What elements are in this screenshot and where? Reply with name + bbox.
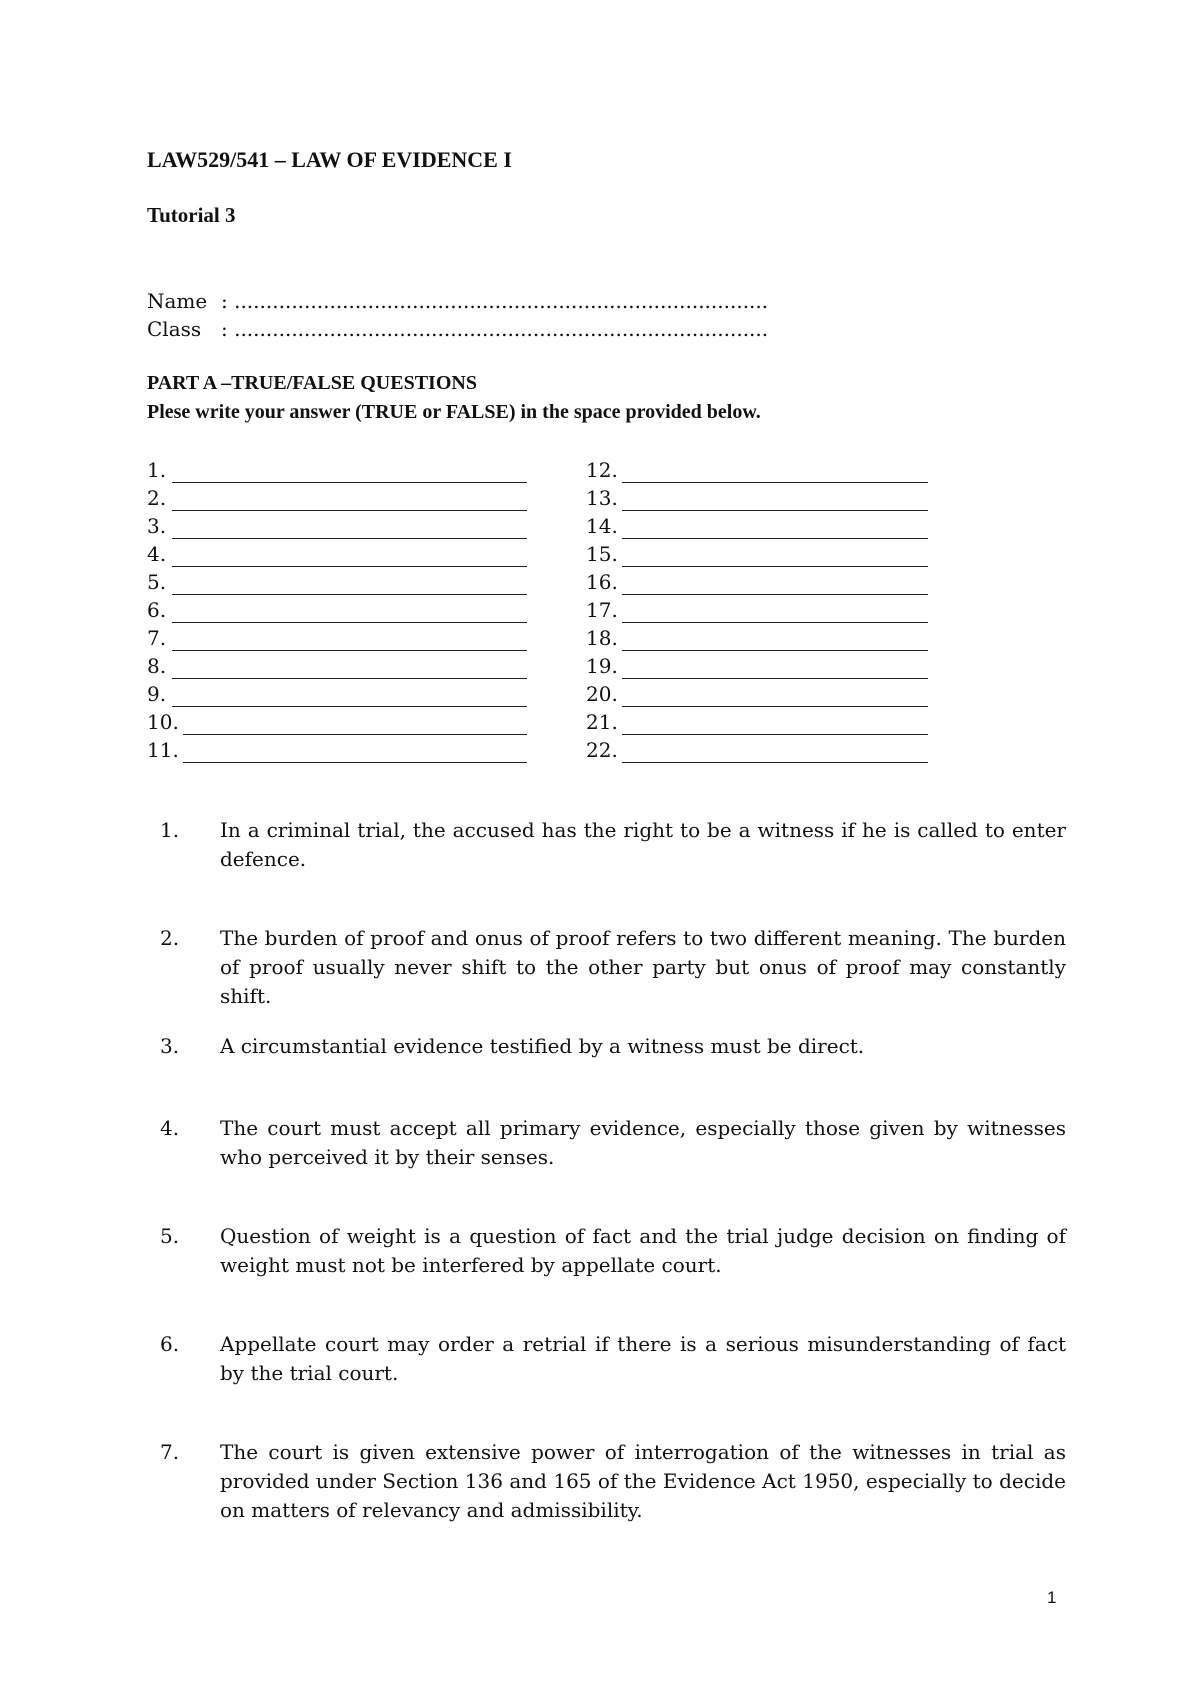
name-label: Name	[147, 289, 208, 313]
answer-blank-line[interactable]	[183, 762, 527, 763]
answer-blank-line[interactable]	[622, 650, 928, 651]
answer-number: 5.	[147, 570, 167, 594]
part-a-title: PART A –TRUE/FALSE QUESTIONS	[147, 372, 477, 394]
answer-blank-line[interactable]	[622, 622, 928, 623]
class-field	[147, 317, 768, 341]
answer-blank-line[interactable]	[622, 538, 928, 539]
answer-number: 14.	[586, 514, 618, 538]
answer-number: 8.	[147, 654, 167, 678]
question-text: The burden of proof and onus of proof refers to two different meaning. The burden of proof usually never shift to the other party but onus of proof may constantly shift.	[220, 926, 1066, 1008]
answer-number: 4.	[147, 542, 167, 566]
answer-number: 18.	[586, 626, 618, 650]
tutorial-heading: Tutorial 3	[147, 203, 236, 227]
answer-number: 2.	[147, 486, 167, 510]
answer-blank-line[interactable]	[622, 566, 928, 567]
question-text: The court must accept all primary evidence, especially those given by witnesses who perceived it by their senses.	[220, 1116, 1066, 1169]
answer-number: 11.	[147, 738, 179, 762]
answer-blank-line[interactable]	[622, 706, 928, 707]
question-number: 5.	[160, 1224, 180, 1248]
question-number: 4.	[160, 1116, 180, 1140]
answer-number: 13.	[586, 486, 618, 510]
answer-number: 20.	[586, 682, 618, 706]
answer-blank-line[interactable]	[622, 594, 928, 595]
answer-number: 6.	[147, 598, 167, 622]
answer-blank-line[interactable]	[172, 650, 527, 651]
question-text: Question of weight is a question of fact and the trial judge decision on finding of weight must not be interfered by appellate court.	[220, 1224, 1066, 1277]
answer-blank-line[interactable]	[172, 538, 527, 539]
question-number: 3.	[160, 1034, 180, 1058]
question-text: In a criminal trial, the accused has the right to be a witness if he is called to enter defence.	[220, 818, 1066, 871]
answer-blank-line[interactable]	[172, 482, 527, 483]
answer-number: 9.	[147, 682, 167, 706]
answer-blank-line[interactable]	[622, 762, 928, 763]
answer-number: 19.	[586, 654, 618, 678]
answer-blank-line[interactable]	[622, 482, 928, 483]
question-text: The court is given extensive power of interrogation of the witnesses in trial as provided under Section 136 and 165 of the Evidence Act 1950, especially to decide on matters of relevancy and admissibility.	[220, 1440, 1066, 1522]
name-field	[147, 289, 768, 313]
class-label: Class	[147, 317, 202, 341]
answer-number: 22.	[586, 738, 618, 762]
answer-number: 7.	[147, 626, 167, 650]
question-text: Appellate court may order a retrial if there is a serious misunderstanding of fact by the trial court.	[220, 1332, 1066, 1385]
question-number: 2.	[160, 926, 180, 950]
question-text: A circumstantial evidence testified by a witness must be direct.	[220, 1034, 865, 1058]
answer-blank-line[interactable]	[622, 734, 928, 735]
answer-blank-line[interactable]	[172, 622, 527, 623]
name-blank: : ....................................................................................	[221, 289, 769, 313]
answer-number: 10.	[147, 710, 179, 734]
answer-blank-line[interactable]	[172, 510, 527, 511]
answer-blank-line[interactable]	[172, 678, 527, 679]
answer-number: 17.	[586, 598, 618, 622]
question-number: 7.	[160, 1440, 180, 1464]
answer-number: 21.	[586, 710, 618, 734]
course-title: LAW529/541 – LAW OF EVIDENCE I	[147, 147, 512, 172]
page-number: 1	[1047, 1588, 1057, 1607]
answer-number: 1.	[147, 458, 167, 482]
question-number: 6.	[160, 1332, 180, 1356]
answer-number: 12.	[586, 458, 618, 482]
answer-blank-line[interactable]	[172, 566, 527, 567]
answer-blank-line[interactable]	[172, 706, 527, 707]
answer-blank-line[interactable]	[172, 594, 527, 595]
question-number: 1.	[160, 818, 180, 842]
answer-blank-line[interactable]	[622, 510, 928, 511]
answer-blank-line[interactable]	[622, 678, 928, 679]
answer-number: 16.	[586, 570, 618, 594]
answer-blank-line[interactable]	[183, 734, 527, 735]
class-blank: : ....................................................................................	[221, 317, 769, 341]
answer-number: 3.	[147, 514, 167, 538]
answer-number: 15.	[586, 542, 618, 566]
part-a-instructions: Plese write your answer (TRUE or FALSE) in the space provided below.	[147, 401, 761, 423]
